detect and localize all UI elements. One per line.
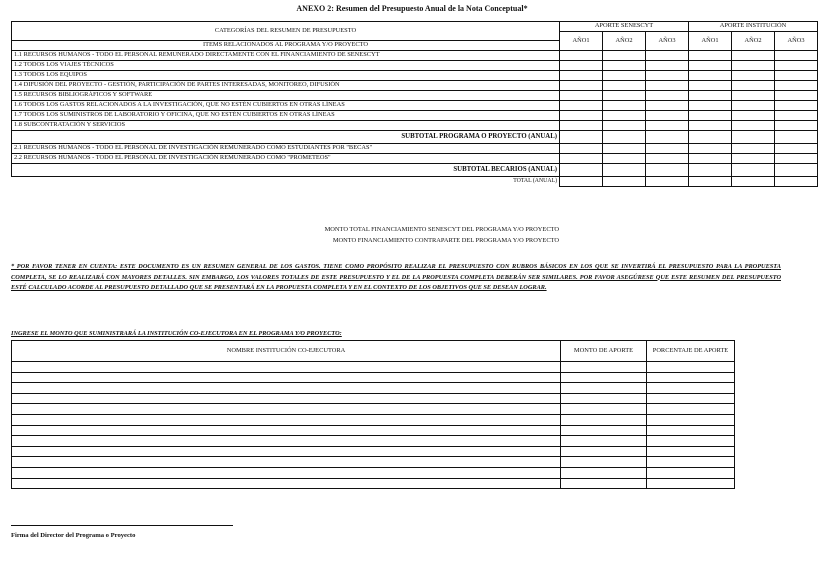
table-row <box>12 457 735 468</box>
subtotal-row <box>12 131 818 144</box>
amount-cell[interactable] <box>732 111 775 121</box>
amount-cell <box>560 177 603 187</box>
amount-cell[interactable] <box>775 81 818 91</box>
year-header: AÑO2 <box>603 32 646 51</box>
amount-cell[interactable] <box>689 81 732 91</box>
amount-cell[interactable] <box>560 81 603 91</box>
budget-item-label: 1.2 TODOS LOS VIAJES TÉCNICOS <box>12 61 560 71</box>
amount-cell[interactable] <box>689 154 732 164</box>
amount-cell[interactable] <box>603 154 646 164</box>
amount-cell[interactable] <box>775 101 818 111</box>
amount-cell[interactable] <box>689 111 732 121</box>
table-row <box>12 111 818 121</box>
institution-contribution-header: APORTE INSTITUCIÓN <box>689 22 818 32</box>
amount-cell[interactable] <box>603 71 646 81</box>
institution-instruction: INGRESE EL MONTO QUE SUMINISTRARÁ LA INSTITUCIÓN CO-EJECUTORA EN EL PROGRAMA Y/O PROYECTO: <box>11 330 342 337</box>
senescyt-contribution-header: APORTE SENESCYT <box>560 22 689 32</box>
table-row <box>12 372 735 383</box>
senescyt-total-label: MONTO TOTAL FINANCIAMIENTO SENESCYT DEL PROGRAMA Y/O PROYECTO <box>324 226 559 233</box>
amount-cell[interactable] <box>646 144 689 154</box>
amount-cell[interactable] <box>561 414 647 425</box>
amount-cell[interactable] <box>775 111 818 121</box>
percent-cell[interactable] <box>647 372 735 383</box>
amount-cell <box>775 131 818 144</box>
table-row <box>12 71 818 81</box>
table-row <box>12 393 735 404</box>
amount-cell[interactable] <box>646 51 689 61</box>
percent-cell[interactable] <box>647 404 735 415</box>
amount-cell[interactable] <box>560 144 603 154</box>
amount-cell[interactable] <box>560 51 603 61</box>
amount-cell[interactable] <box>603 121 646 131</box>
amount-cell[interactable] <box>603 111 646 121</box>
amount-cell <box>603 177 646 187</box>
document-title: ANEXO 2: Resumen del Presupuesto Anual de la Nota Conceptual* <box>296 4 528 13</box>
amount-cell[interactable] <box>560 61 603 71</box>
amount-cell[interactable] <box>775 91 818 101</box>
amount-cell[interactable] <box>646 71 689 81</box>
amount-cell[interactable] <box>775 144 818 154</box>
budget-item-label: 2.1 RECURSOS HUMANOS - TODO EL PERSONAL DE INVESTIGACIÓN REMUNERADO COMO ESTUDIANTES POR "BECAS" <box>12 144 560 154</box>
amount-cell[interactable] <box>732 81 775 91</box>
amount-cell[interactable] <box>775 51 818 61</box>
percent-cell[interactable] <box>647 446 735 457</box>
institution-name-cell[interactable] <box>12 446 561 457</box>
amount-cell[interactable] <box>561 362 647 373</box>
amount-cell <box>775 164 818 177</box>
amount-cell[interactable] <box>775 61 818 71</box>
table-row <box>12 425 735 436</box>
table-row <box>12 61 818 71</box>
amount-cell[interactable] <box>732 154 775 164</box>
table-row <box>12 414 735 425</box>
amount-cell <box>775 177 818 187</box>
amount-cell <box>689 164 732 177</box>
year-header: AÑO1 <box>560 32 603 51</box>
institution-name-cell[interactable] <box>12 393 561 404</box>
budget-summary-table <box>11 21 818 187</box>
percent-cell[interactable] <box>647 436 735 447</box>
table-row <box>12 478 735 489</box>
amount-cell[interactable] <box>561 383 647 394</box>
percent-cell[interactable] <box>647 362 735 373</box>
table-row <box>12 81 818 91</box>
year-header: AÑO3 <box>775 32 818 51</box>
table-row <box>12 467 735 478</box>
amount-cell <box>646 177 689 187</box>
amount-cell[interactable] <box>689 91 732 101</box>
amount-cell[interactable] <box>560 71 603 81</box>
amount-cell <box>732 131 775 144</box>
table-row <box>12 362 735 373</box>
amount-cell <box>603 131 646 144</box>
table-row <box>12 121 818 131</box>
institution-name-cell[interactable] <box>12 414 561 425</box>
amount-cell <box>689 177 732 187</box>
amount-cell <box>603 164 646 177</box>
amount-cell[interactable] <box>603 81 646 91</box>
table-row <box>12 383 735 394</box>
institution-name-cell[interactable] <box>12 383 561 394</box>
institution-name-cell[interactable] <box>12 425 561 436</box>
year-header: AÑO1 <box>689 32 732 51</box>
budget-item-label: 1.6 TODOS LOS GASTOS RELACIONADOS A LA INVESTIGACIÓN, QUE NO ESTÉN CUBIERTOS EN OTRAS LÍNEAS <box>12 101 560 111</box>
amount-cell <box>732 177 775 187</box>
amount-cell[interactable] <box>561 372 647 383</box>
year-header: AÑO2 <box>732 32 775 51</box>
table-row <box>12 51 818 61</box>
table-row <box>12 154 818 164</box>
amount-cell[interactable] <box>689 71 732 81</box>
amount-header: MONTO DE APORTE <box>561 341 647 362</box>
budget-item-label: 1.1 RECURSOS HUMANOS - TODO EL PERSONAL REMUNERADO DIRECTAMENTE CON EL FINANCIAMIENTO DE SENESCYT <box>12 51 560 61</box>
amount-cell[interactable] <box>775 71 818 81</box>
amount-cell[interactable] <box>560 121 603 131</box>
amount-cell[interactable] <box>561 446 647 457</box>
percent-cell[interactable] <box>647 478 735 489</box>
amount-cell[interactable] <box>561 436 647 447</box>
amount-cell <box>646 131 689 144</box>
percent-cell[interactable] <box>647 414 735 425</box>
table-row <box>12 144 818 154</box>
budget-item-label: 1.4 DIFUSIÓN DEL PROYECTO - GESTIÓN, PARTICIPACIÓN DE PARTES INTERESADAS, MONITOREO, DIFUSIÓN <box>12 81 560 91</box>
amount-cell[interactable] <box>603 51 646 61</box>
percent-cell[interactable] <box>647 467 735 478</box>
budget-item-label: 2.2 RECURSOS HUMANOS - TODO EL PERSONAL DE INVESTIGACIÓN REMUNERADO COMO "PROMETEOS" <box>12 154 560 164</box>
amount-cell <box>560 164 603 177</box>
amount-cell[interactable] <box>689 144 732 154</box>
items-header: ITEMS RELACIONADOS AL PROGRAMA Y/O PROYECTO <box>12 41 560 51</box>
institution-name-cell[interactable] <box>12 404 561 415</box>
institution-name-cell[interactable] <box>12 362 561 373</box>
amount-cell[interactable] <box>560 101 603 111</box>
amount-cell[interactable] <box>561 425 647 436</box>
percent-cell[interactable] <box>647 457 735 468</box>
institution-name-cell[interactable] <box>12 467 561 478</box>
amount-cell[interactable] <box>561 404 647 415</box>
amount-cell[interactable] <box>561 393 647 404</box>
institution-name-cell[interactable] <box>12 372 561 383</box>
table-row <box>12 446 735 457</box>
amount-cell[interactable] <box>561 467 647 478</box>
total-anual-label: TOTAL (ANUAL) <box>513 178 557 185</box>
amount-cell[interactable] <box>561 457 647 468</box>
amount-cell[interactable] <box>689 61 732 71</box>
amount-cell <box>689 131 732 144</box>
total-row <box>12 177 818 187</box>
amount-cell[interactable] <box>732 51 775 61</box>
amount-cell[interactable] <box>560 154 603 164</box>
percent-cell[interactable] <box>647 425 735 436</box>
amount-cell[interactable] <box>646 154 689 164</box>
signature-label: Firma del Director del Programa o Proyecto <box>11 532 136 539</box>
subtotal-row <box>12 164 818 177</box>
institution-name-cell[interactable] <box>12 478 561 489</box>
amount-cell[interactable] <box>646 111 689 121</box>
categories-header: CATEGORÍAS DEL RESUMEN DE PRESUPUESTO <box>12 22 560 41</box>
amount-cell[interactable] <box>689 101 732 111</box>
table-row <box>12 436 735 447</box>
amount-cell[interactable] <box>732 144 775 154</box>
amount-cell[interactable] <box>560 91 603 101</box>
percent-cell[interactable] <box>647 393 735 404</box>
amount-cell[interactable] <box>689 121 732 131</box>
amount-cell <box>646 164 689 177</box>
amount-cell[interactable] <box>646 121 689 131</box>
signature-line <box>11 525 233 526</box>
amount-cell[interactable] <box>603 91 646 101</box>
amount-cell[interactable] <box>775 121 818 131</box>
budget-item-label: 1.5 RECURSOS BIBLIOGRÁFICOS Y SOFTWARE <box>12 91 560 101</box>
year-header: AÑO3 <box>646 32 689 51</box>
amount-cell[interactable] <box>732 61 775 71</box>
amount-cell[interactable] <box>603 101 646 111</box>
contraparte-total-label: MONTO FINANCIAMIENTO CONTRAPARTE DEL PROGRAMA Y/O PROYECTO <box>332 237 559 244</box>
amount-cell[interactable] <box>646 91 689 101</box>
amount-cell[interactable] <box>603 144 646 154</box>
amount-cell[interactable] <box>732 91 775 101</box>
co-executing-institutions-table <box>11 340 735 489</box>
amount-cell[interactable] <box>646 101 689 111</box>
amount-cell <box>732 164 775 177</box>
percent-cell[interactable] <box>647 383 735 394</box>
amount-cell[interactable] <box>732 101 775 111</box>
table-row <box>12 91 818 101</box>
amount-cell[interactable] <box>646 81 689 91</box>
amount-cell[interactable] <box>775 154 818 164</box>
amount-cell[interactable] <box>732 121 775 131</box>
budget-item-label: 1.8 SUBCONTRATACIÓN Y SERVICIOS <box>12 121 560 131</box>
institution-name-header: NOMBRE INSTITUCIÓN CO-EJECUTORA <box>12 341 561 362</box>
amount-cell[interactable] <box>561 478 647 489</box>
table-row <box>12 404 735 415</box>
budget-item-label: 1.3 TODOS LOS EQUIPOS <box>12 71 560 81</box>
amount-cell <box>560 131 603 144</box>
amount-cell[interactable] <box>732 71 775 81</box>
budget-note: * POR FAVOR TENER EN CUENTA: ESTE DOCUMENTO ES UN RESUMEN GENERAL DE LOS GASTOS. TIENE COMO PROPÓSITO REALIZAR EL PRESUPUESTO CON RUBROS BÁSICOS EN LOS QUE SE INVERTIRÁ EL PRESUPUESTO PARA LA PROPUESTA COMPLETA, SE LO REALIZARÁ CON MAYORES DETALLES. SIN EMBARGO, LOS VALORES TOTALES DE ESTE PRESUPUESTO Y EL DE LA PROPUESTA COMPLETA DEBERÁN SER SIMILARES. POR FAVOR ASEGÚRESE QUE ESTE RESUMEN DEL PRESUPUESTO ESTÉ CALCULADO ACORDE AL PRESUPUESTO DETALLADO QUE SE PRESENTARÁ EN LA PROPUESTA COMPLETA Y EN EL CONTEXTO DE LOS OBJETIVOS QUE SE DESEAN LOGRAR. <box>11 263 781 291</box>
institution-name-cell[interactable] <box>12 457 561 468</box>
amount-cell[interactable] <box>560 111 603 121</box>
subtotal-programa-label: SUBTOTAL PROGRAMA O PROYECTO (ANUAL) <box>12 131 560 144</box>
institution-name-cell[interactable] <box>12 436 561 447</box>
amount-cell[interactable] <box>603 61 646 71</box>
percent-header: PORCENTAJE DE APORTE <box>647 341 735 362</box>
amount-cell[interactable] <box>646 61 689 71</box>
table-row <box>12 101 818 111</box>
subtotal-becarios-label: SUBTOTAL BECARIOS (ANUAL) <box>12 164 560 177</box>
amount-cell[interactable] <box>689 51 732 61</box>
budget-item-label: 1.7 TODOS LOS SUMINISTROS DE LABORATORIO Y OFICINA, QUE NO ESTÉN CUBIERTOS EN OTRAS LÍNEAS <box>12 111 560 121</box>
